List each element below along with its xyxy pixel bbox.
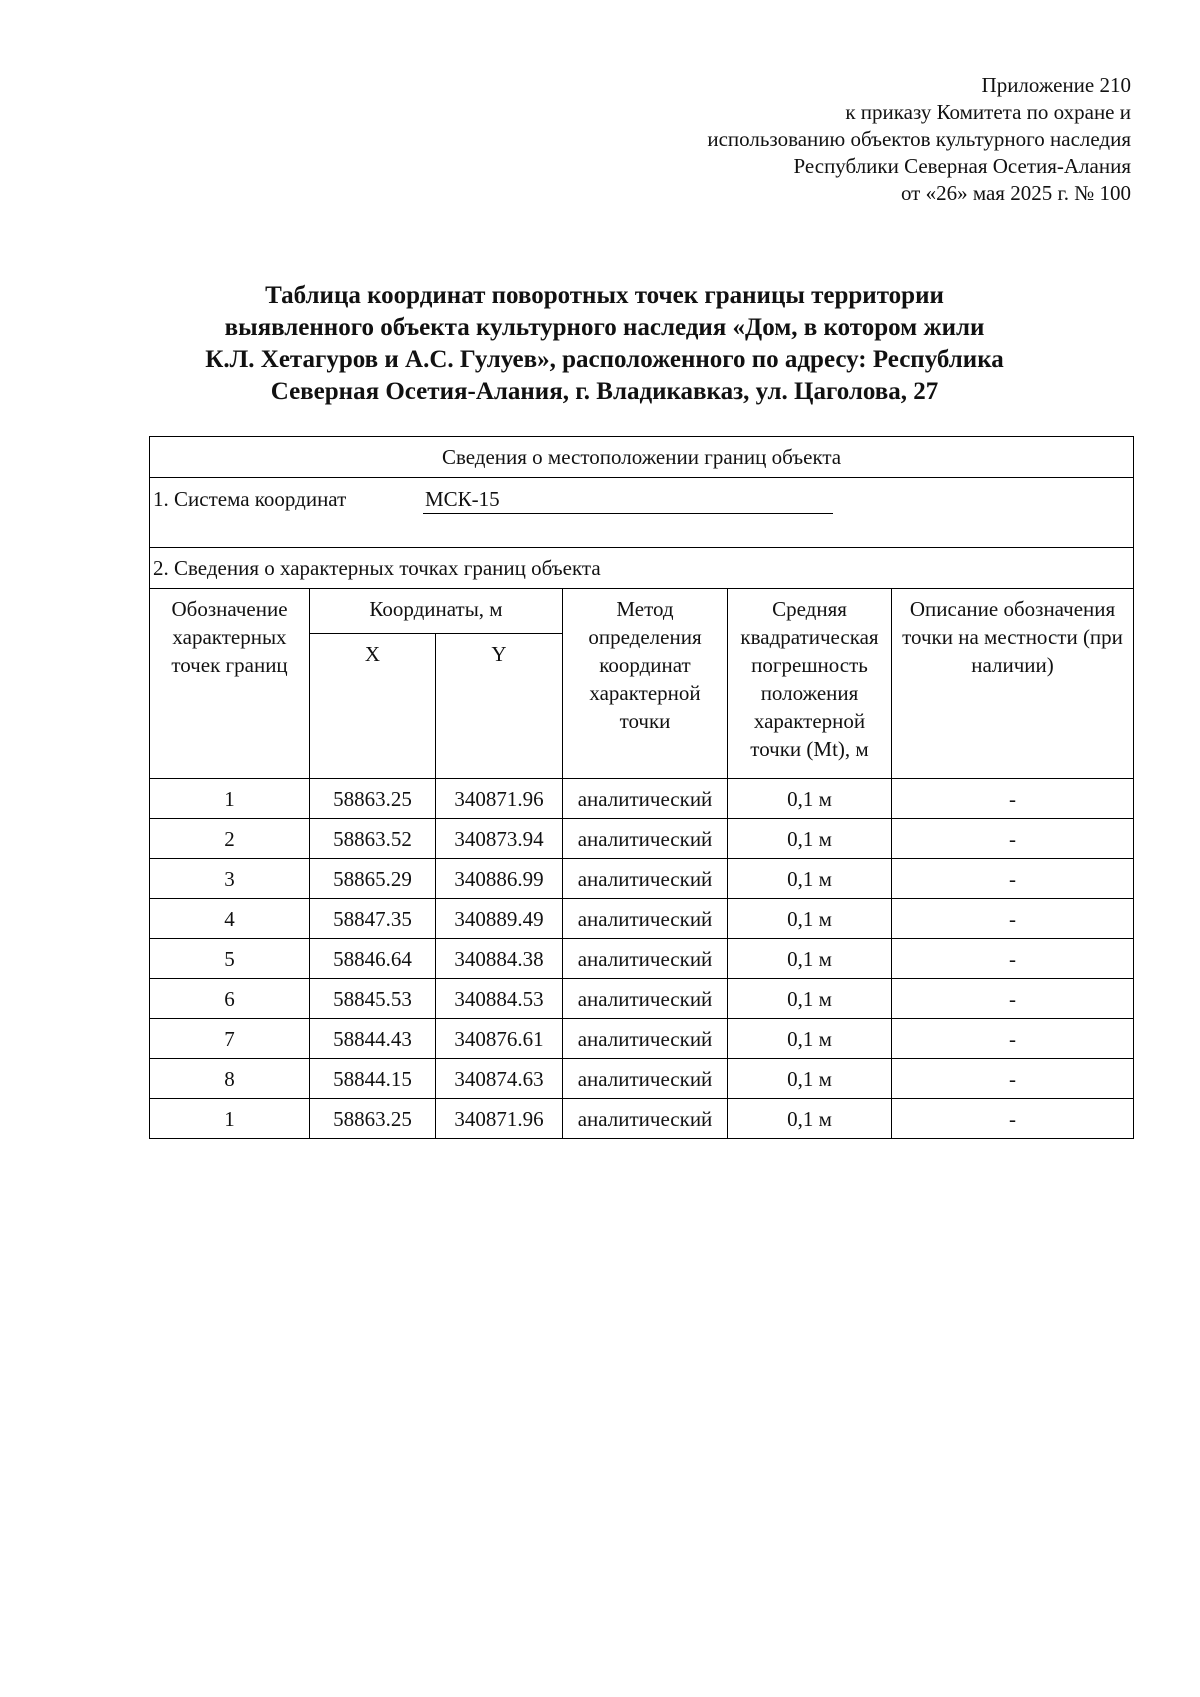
description-cell: - (892, 979, 1134, 1019)
header-x: X (310, 634, 436, 779)
y-cell: 340889.49 (436, 899, 563, 939)
title-line: выявленного объекта культурного наследия «Дом, в котором жили (224, 314, 985, 341)
section-title: Сведения о местоположении границ объекта (150, 437, 1134, 478)
header-coordinates: Координаты, м (310, 589, 563, 634)
error-cell: 0,1 м (728, 1019, 892, 1059)
method-cell: аналитический (563, 779, 728, 819)
coord-system-label: 1. Система координат (153, 487, 347, 511)
x-cell: 58863.52 (310, 819, 436, 859)
point-cell: 1 (150, 779, 310, 819)
appendix-line: Приложение 210 (981, 73, 1131, 97)
x-cell: 58865.29 (310, 859, 436, 899)
error-cell: 0,1 м (728, 899, 892, 939)
y-cell: 340871.96 (436, 779, 563, 819)
method-cell: аналитический (563, 1019, 728, 1059)
method-cell: аналитический (563, 939, 728, 979)
document-title (137, 280, 1072, 408)
method-cell: аналитический (563, 1059, 728, 1099)
table-row (150, 1099, 1134, 1139)
points-title-row (150, 548, 1134, 589)
description-cell: - (892, 1019, 1134, 1059)
x-cell: 58844.43 (310, 1019, 436, 1059)
x-cell: 58863.25 (310, 1099, 436, 1139)
title-line: Таблица координат поворотных точек границы территории (265, 282, 944, 309)
appendix-line: от «26» мая 2025 г. № 100 (900, 181, 1131, 205)
x-cell: 58845.53 (310, 979, 436, 1019)
description-cell: - (892, 899, 1134, 939)
method-cell: аналитический (563, 819, 728, 859)
error-cell: 0,1 м (728, 779, 892, 819)
header-y: Y (436, 634, 563, 779)
y-cell: 340871.96 (436, 1099, 563, 1139)
description-cell: - (892, 859, 1134, 899)
point-cell: 2 (150, 819, 310, 859)
coord-system-row (150, 478, 1134, 548)
table-row (150, 779, 1134, 819)
x-cell: 58847.35 (310, 899, 436, 939)
table-row (150, 899, 1134, 939)
appendix-line: к приказу Комитета по охране и (845, 100, 1131, 124)
point-cell: 5 (150, 939, 310, 979)
x-cell: 58844.15 (310, 1059, 436, 1099)
title-line: Северная Осетия-Алания, г. Владикавказ, ул. Цаголова, 27 (270, 378, 939, 405)
header-description: Описание обозначения точки на местности (при наличии) (892, 589, 1134, 779)
point-cell: 7 (150, 1019, 310, 1059)
table-row (150, 819, 1134, 859)
description-cell: - (892, 1059, 1134, 1099)
y-cell: 340874.63 (436, 1059, 563, 1099)
description-cell: - (892, 779, 1134, 819)
y-cell: 340884.53 (436, 979, 563, 1019)
y-cell: 340886.99 (436, 859, 563, 899)
method-cell: аналитический (563, 979, 728, 1019)
method-cell: аналитический (563, 899, 728, 939)
point-cell: 8 (150, 1059, 310, 1099)
table-row (150, 1019, 1134, 1059)
header-error: Средняя квадратическая погрешность положения характерной точки (Mt), м (728, 589, 892, 779)
point-cell: 4 (150, 899, 310, 939)
error-cell: 0,1 м (728, 859, 892, 899)
table-row (150, 939, 1134, 979)
table-row (150, 979, 1134, 1019)
coord-system-value: МСК-15 (423, 486, 833, 514)
description-cell: - (892, 819, 1134, 859)
method-cell: аналитический (563, 859, 728, 899)
point-cell: 1 (150, 1099, 310, 1139)
y-cell: 340876.61 (436, 1019, 563, 1059)
x-cell: 58846.64 (310, 939, 436, 979)
title-line: К.Л. Хетагуров и А.С. Гулуев», расположенного по адресу: Республика (205, 346, 1004, 373)
header-row-1 (150, 589, 1134, 634)
description-cell: - (892, 939, 1134, 979)
error-cell: 0,1 м (728, 939, 892, 979)
y-cell: 340873.94 (436, 819, 563, 859)
y-cell: 340884.38 (436, 939, 563, 979)
appendix-line: использованию объектов культурного наследия (707, 127, 1131, 151)
error-cell: 0,1 м (728, 1099, 892, 1139)
table-row (150, 859, 1134, 899)
header-method: Метод определения координат характерной точки (563, 589, 728, 779)
coordinates-table (149, 436, 1134, 1139)
method-cell: аналитический (563, 1099, 728, 1139)
points-title: 2. Сведения о характерных точках границ объекта (150, 548, 1134, 589)
appendix-header (707, 72, 1131, 207)
section-row (150, 437, 1134, 478)
header-designation: Обозначение характерных точек границ (150, 589, 310, 779)
error-cell: 0,1 м (728, 819, 892, 859)
x-cell: 58863.25 (310, 779, 436, 819)
point-cell: 3 (150, 859, 310, 899)
description-cell: - (892, 1099, 1134, 1139)
coord-system-cell (150, 478, 1134, 548)
error-cell: 0,1 м (728, 1059, 892, 1099)
appendix-line: Республики Северная Осетия-Алания (793, 154, 1131, 178)
error-cell: 0,1 м (728, 979, 892, 1019)
table-row (150, 1059, 1134, 1099)
point-cell: 6 (150, 979, 310, 1019)
